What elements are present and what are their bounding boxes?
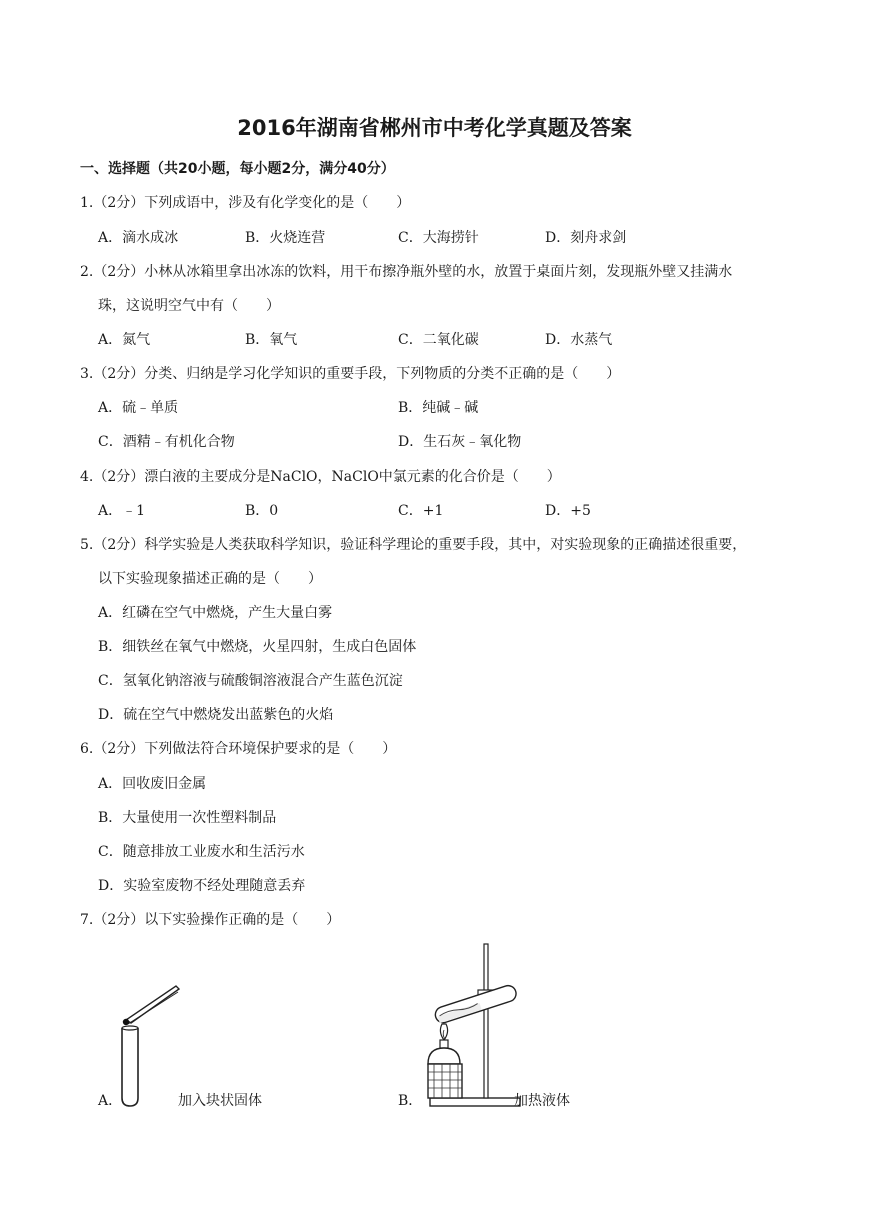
q5-option-b: B．细铁丝在氧气中燃烧，火星四射，生成白色固体 (98, 639, 417, 655)
iron-stand-heating-figure (420, 940, 530, 1110)
question-2-stem-cont: 珠，这说明空气中有（ ） (98, 298, 280, 314)
q3-option-a: A．硫﹣单质 (98, 400, 179, 416)
page-title: 2016年湖南省郴州市中考化学真题及答案 (237, 116, 632, 140)
q7-option-a: A． (98, 1093, 123, 1109)
q5-option-d: D．硫在空气中燃烧发出蓝紫色的火焰 (98, 707, 334, 723)
q3-option-d: D．生石灰﹣氧化物 (398, 434, 522, 450)
q6-option-a: A．回收废旧金属 (98, 776, 207, 792)
question-4-stem: 4.（2分）漂白液的主要成分是NaClO，NaClO中氯元素的化合价是（ ） (80, 469, 561, 485)
q1-option-b: B．火烧连营 (245, 230, 326, 246)
question-6-stem: 6.（2分）下列做法符合环境保护要求的是（ ） (80, 741, 397, 757)
question-3-stem: 3.（2分）分类、归纳是学习化学知识的重要手段，下列物质的分类不正确的是（ ） (80, 366, 621, 382)
q2-option-d: D．水蒸气 (545, 332, 613, 348)
q5-option-c: C．氢氧化钠溶液与硫酸铜溶液混合产生蓝色沉淀 (98, 673, 403, 689)
q7-caption-a: 加入块状固体 (178, 1093, 262, 1109)
question-5-stem-cont: 以下实验现象描述正确的是（ ） (98, 571, 322, 587)
q6-option-c: C．随意排放工业废水和生活污水 (98, 844, 305, 860)
q2-option-c: C．二氧化碳 (398, 332, 479, 348)
section-heading: 一、选择题（共20小题，每小题2分，满分40分） (80, 161, 395, 177)
q5-option-a: A．红磷在空气中燃烧，产生大量白雾 (98, 605, 333, 621)
question-2-stem: 2.（2分）小林从冰箱里拿出冰冻的饮料，用干布擦净瓶外壁的水，放置于桌面片刻，发现瓶外壁又挂满水 (80, 264, 733, 280)
q4-option-a: A．﹣1 (98, 503, 146, 519)
question-7-stem: 7.（2分）以下实验操作正确的是（ ） (80, 912, 341, 928)
q2-option-b: B．氧气 (245, 332, 298, 348)
q1-option-a: A．滴水成冰 (98, 230, 179, 246)
q1-option-d: D．刻舟求剑 (545, 230, 627, 246)
question-5-stem: 5.（2分）科学实验是人类获取科学知识，验证科学理论的重要手段，其中，对实验现象的正确描述很重要， (80, 537, 747, 553)
q6-option-d: D．实验室废物不经处理随意丢弃 (98, 878, 306, 894)
q7-option-b: B． (398, 1093, 423, 1109)
q2-option-a: A．氮气 (98, 332, 151, 348)
q4-option-c: C．+1 (398, 503, 444, 519)
q4-option-d: D．+5 (545, 503, 591, 519)
q1-option-c: C．大海捞针 (398, 230, 479, 246)
question-1-stem: 1.（2分）下列成语中，涉及有化学变化的是（ ） (80, 195, 411, 211)
q7-caption-b: 加热液体 (514, 1093, 570, 1109)
q6-option-b: B．大量使用一次性塑料制品 (98, 810, 277, 826)
q3-option-c: C．酒精﹣有机化合物 (98, 434, 235, 450)
q3-option-b: B．纯碱﹣碱 (398, 400, 479, 416)
q4-option-b: B．0 (245, 503, 279, 519)
